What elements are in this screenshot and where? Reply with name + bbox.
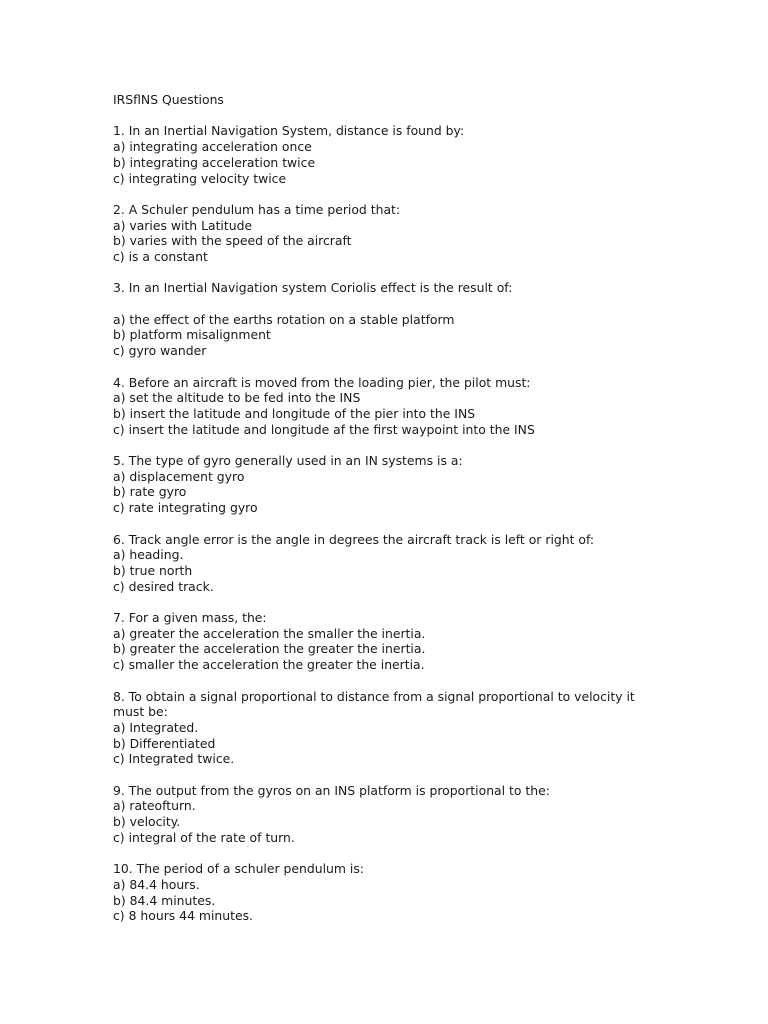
question-stem: 1. In an Inertial Navigation System, distance is found by: — [113, 123, 465, 139]
answer-option-c: c) smaller the acceleration the greater the inertia. — [113, 657, 425, 673]
answer-option-c: c) Integrated twice. — [113, 751, 235, 767]
question-7 — [113, 610, 658, 673]
answer-option-b: b) 84.4 minutes. — [113, 892, 216, 908]
blank-line — [113, 296, 658, 312]
document-page — [113, 92, 658, 940]
answer-option-b: b) insert the latitude and longitude of the pier into the INS — [113, 405, 476, 421]
question-stem: 7. For a given mass, the: — [113, 610, 267, 626]
answer-option-a: a) greater the acceleration the smaller the inertia. — [113, 625, 426, 641]
answer-option-b: b) platform misalignment — [113, 327, 271, 343]
question-stem: 4. Before an aircraft is moved from the loading pier, the pilot must: — [113, 374, 531, 390]
question-2 — [113, 202, 658, 265]
answer-option-a: a) rateofturn. — [113, 798, 196, 814]
question-stem: 3. In an Inertial Navigation system Coriolis effect is the result of: — [113, 280, 513, 296]
answer-option-a: a) 84.4 hours. — [113, 876, 200, 892]
answer-option-b: b) greater the acceleration the greater the inertia. — [113, 641, 426, 657]
question-stem: 6. Track angle error is the angle in degrees the aircraft track is left or right of: — [113, 531, 595, 547]
question-stem: 10. The period of a schuler pendulum is: — [113, 861, 364, 877]
question-3 — [113, 280, 658, 359]
question-8 — [113, 689, 658, 768]
answer-option-a: a) the effect of the earths rotation on a stable platform — [113, 311, 455, 327]
answer-option-b: b) integrating acceleration twice — [113, 154, 316, 170]
question-stem: 9. The output from the gyros on an INS platform is proportional to the: — [113, 782, 550, 798]
answer-option-a: a) Integrated. — [113, 719, 199, 735]
answer-option-b: b) rate gyro — [113, 484, 187, 500]
question-6 — [113, 532, 658, 595]
answer-option-c: c) rate integrating gyro — [113, 500, 258, 516]
question-4 — [113, 375, 658, 438]
document-title: IRSflNS Questions — [113, 92, 224, 107]
answer-option-b: b) varies with the speed of the aircraft — [113, 233, 352, 249]
question-10 — [113, 861, 658, 924]
answer-option-c: c) is a constant — [113, 249, 208, 264]
answer-option-a: a) varies with Latitude — [113, 217, 253, 233]
answer-option-c: c) desired track. — [113, 578, 214, 594]
question-5 — [113, 453, 658, 516]
answer-option-a: a) integrating acceleration once — [113, 139, 312, 155]
question-stem: 2. A Schuler pendulum has a time period that: — [113, 201, 401, 217]
answer-option-b: b) velocity. — [113, 814, 181, 830]
answer-option-c: c) integral of the rate of turn. — [113, 829, 295, 845]
answer-option-c: c) insert the latitude and longitude af the first waypoint into the INS — [113, 421, 535, 437]
question-9 — [113, 783, 658, 846]
answer-option-a: a) set the altitude to be fed into the INS — [113, 390, 361, 406]
answer-option-a: a) displacement gyro — [113, 468, 245, 484]
question-stem: 8. To obtain a signal proportional to distance from a signal proportional to velocity it must be: — [113, 688, 639, 720]
answer-option-b: b) Differentiated — [113, 735, 216, 751]
answer-option-a: a) heading. — [113, 547, 184, 563]
question-stem: 5. The type of gyro generally used in an IN systems is a: — [113, 453, 463, 469]
answer-option-b: b) true north — [113, 562, 193, 578]
answer-option-c: c) 8 hours 44 minutes. — [113, 908, 253, 924]
answer-option-c: c) gyro wander — [113, 343, 207, 359]
answer-option-c: c) integrating velocity twice — [113, 170, 287, 186]
question-1 — [113, 123, 658, 186]
